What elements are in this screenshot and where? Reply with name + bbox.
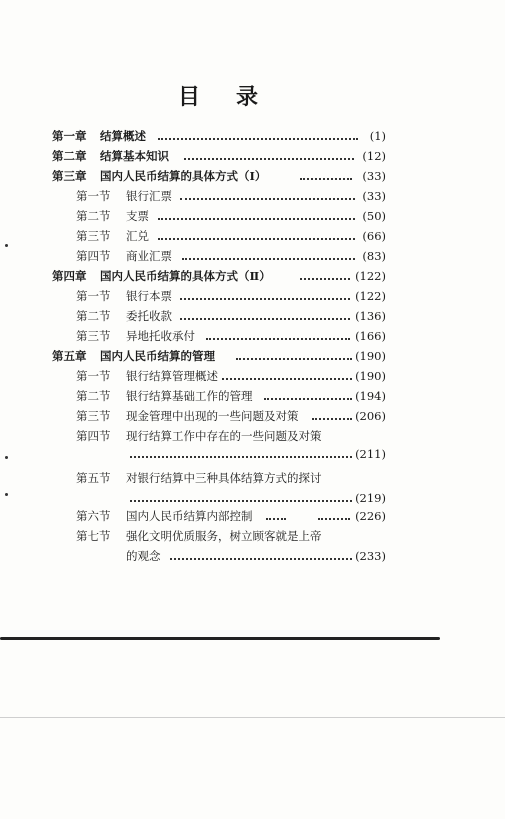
toc-entry-label: 第五节 [76, 471, 111, 485]
toc-leader [300, 166, 352, 186]
toc-leader [318, 506, 350, 526]
toc-entry-title: 银行结算管理概述 [126, 369, 218, 383]
toc-entry-label: 第四节 [76, 429, 111, 443]
toc-entry-label: 第三节 [76, 329, 111, 343]
toc-entry-page: (190) [355, 349, 386, 363]
page-edge-line [0, 717, 505, 718]
toc-entry-chapter-2[interactable] [0, 146, 505, 166]
toc-entry-label: 第七节 [76, 529, 111, 543]
toc-entry-continuation [0, 546, 505, 566]
toc-entry-section[interactable] [0, 426, 505, 446]
toc-entry-label: 第二节 [76, 389, 111, 403]
toc-entry-label: 第三节 [76, 229, 111, 243]
toc-entry-title: 汇兑 [126, 229, 149, 243]
toc-leader [180, 186, 355, 206]
toc-entry-section[interactable] [0, 326, 505, 346]
toc-entry-title: 现金管理中出现的一些问题及对策 [126, 409, 299, 423]
toc-entry-title: 银行汇票 [126, 189, 172, 203]
toc-entry-title: 结算概述 [100, 129, 146, 143]
scan-speck [5, 244, 8, 247]
toc-entry-page: (66) [362, 229, 386, 243]
toc-entry-label: 第二章 [52, 149, 87, 163]
toc-entry-title: 支票 [126, 209, 149, 223]
toc-entry-title: 现行结算工作中存在的一些问题及对策 [126, 429, 322, 443]
toc-entry-page: (219) [355, 491, 386, 505]
toc-entry-label: 第一节 [76, 369, 111, 383]
toc-entry-chapter-3[interactable] [0, 166, 505, 186]
toc-entry-section[interactable] [0, 286, 505, 306]
toc-entry-section[interactable] [0, 506, 505, 526]
toc-leader [184, 146, 354, 166]
toc-entry-section[interactable] [0, 406, 505, 426]
toc-entry-continuation [0, 444, 505, 464]
toc-leader [312, 406, 352, 426]
toc-entry-page: (12) [362, 149, 386, 163]
toc-entry-page: (1) [369, 129, 386, 143]
toc-entry-section[interactable] [0, 386, 505, 406]
toc-entry-label: 第五章 [52, 349, 87, 363]
toc-entry-page: (50) [362, 209, 386, 223]
toc-entry-page: (194) [355, 389, 386, 403]
toc-entry-page: (122) [355, 289, 386, 303]
toc-leader [236, 346, 352, 366]
toc-entry-title: 国内人民币结算内部控制 [126, 509, 253, 523]
toc-entry-label: 第一节 [76, 189, 111, 203]
toc-entry-page: (33) [362, 169, 386, 183]
toc-entry-title: 银行结算基础工作的管理 [126, 389, 253, 403]
toc-entry-page: (190) [355, 369, 386, 383]
toc-entry-label: 第二节 [76, 309, 111, 323]
toc-entry-title: 对银行结算中三种具体结算方式的探讨 [126, 471, 322, 485]
toc-entry-section[interactable] [0, 468, 505, 488]
toc-entry-page: (166) [355, 329, 386, 343]
toc-leader [300, 266, 350, 286]
toc-leader [130, 488, 352, 508]
toc-entry-title: 商业汇票 [126, 249, 172, 263]
toc-entry-page: (226) [355, 509, 386, 523]
toc-entry-label: 第一章 [52, 129, 87, 143]
toc-entry-title: 国内人民币结算的具体方式（Ⅰ） [100, 169, 267, 183]
toc-entry-title: 银行本票 [126, 289, 172, 303]
toc-entry-page: (206) [355, 409, 386, 423]
toc-entry-title: 异地托收承付 [126, 329, 195, 343]
toc-entry-title: 国内人民币结算的管理 [100, 349, 215, 363]
toc-leader [130, 444, 352, 464]
toc-entry-label: 第一节 [76, 289, 111, 303]
toc-entry-page: (211) [355, 447, 386, 461]
toc-entry-section[interactable] [0, 186, 505, 206]
toc-heading-char-1: 目 [178, 84, 201, 110]
scan-speck [5, 456, 8, 459]
toc-leader [264, 386, 352, 406]
toc-entry-chapter-1[interactable] [0, 126, 505, 146]
toc-entry-label: 第二节 [76, 209, 111, 223]
toc-leader [170, 546, 352, 566]
toc-heading-char-2: 录 [236, 84, 259, 110]
toc-entry-label: 第四章 [52, 269, 87, 283]
toc-entry-title: 结算基本知识 [100, 149, 169, 163]
toc-leader [180, 286, 350, 306]
toc-entry-page: (83) [362, 249, 386, 263]
toc-entry-section[interactable] [0, 526, 505, 546]
toc-entry-page: (122) [355, 269, 386, 283]
toc-entry-section[interactable] [0, 226, 505, 246]
toc-entry-label: 第六节 [76, 509, 111, 523]
toc-leader [182, 246, 355, 266]
toc-entry-chapter-5[interactable] [0, 346, 505, 366]
toc-leader [158, 206, 355, 226]
toc-entry-label: 第三章 [52, 169, 87, 183]
toc-entry-continuation [0, 488, 505, 508]
toc-leader [158, 126, 358, 146]
toc-entry-title: 国内人民币结算的具体方式（Ⅱ） [100, 269, 271, 283]
toc-entry-title-continued: 的观念 [126, 549, 161, 563]
toc-leader [180, 306, 350, 326]
toc-leader [206, 326, 350, 346]
toc-entry-label: 第四节 [76, 249, 111, 263]
scan-speck [5, 493, 8, 496]
toc-entry-section[interactable] [0, 246, 505, 266]
toc-entry-label: 第三节 [76, 409, 111, 423]
toc-leader [158, 226, 355, 246]
toc-entry-title: 委托收款 [126, 309, 172, 323]
toc-entry-page: (136) [355, 309, 386, 323]
toc-entry-section[interactable] [0, 366, 505, 386]
toc-leader [222, 366, 352, 386]
page-bottom-rule [0, 637, 440, 640]
toc-entry-page: (33) [362, 189, 386, 203]
toc-leader [266, 506, 286, 526]
toc-entry-title: 强化文明优质服务，树立顾客就是上帝 [126, 529, 322, 543]
toc-entry-section[interactable] [0, 306, 505, 326]
toc-entry-chapter-4[interactable] [0, 266, 505, 286]
toc-entry-page: (233) [355, 549, 386, 563]
toc-entry-section[interactable] [0, 206, 505, 226]
